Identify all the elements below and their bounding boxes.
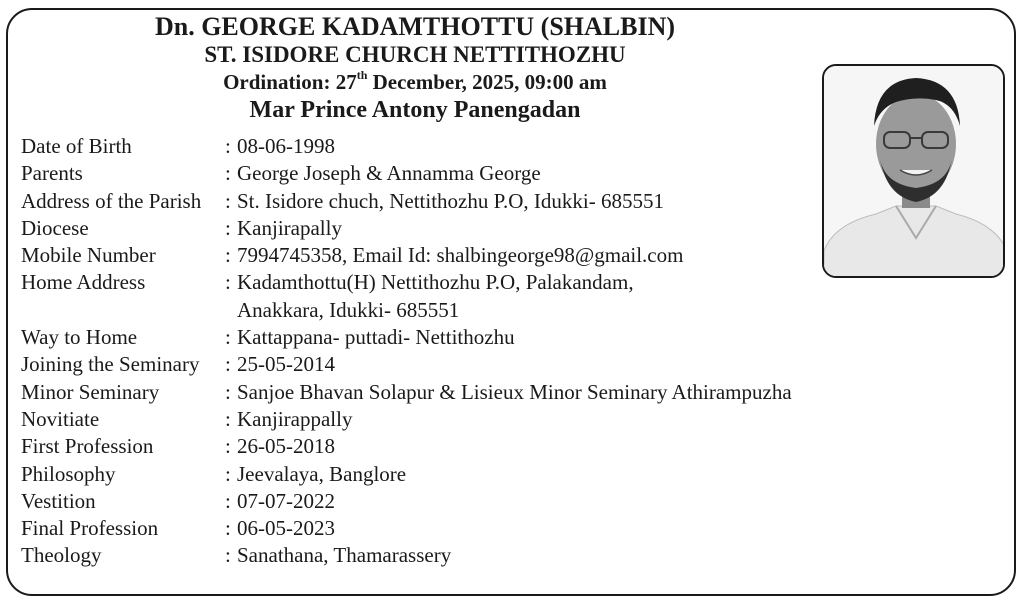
detail-label: Final Profession <box>21 516 159 541</box>
ordination-label: Ordination: 27 <box>223 70 357 94</box>
detail-colon: : <box>225 243 231 268</box>
detail-label: Home Address <box>21 270 146 295</box>
portrait-photo <box>822 64 1005 278</box>
detail-label <box>21 297 225 324</box>
detail-label: Way to Home <box>21 325 138 350</box>
detail-colon <box>225 297 237 324</box>
detail-row-theology <box>21 542 792 569</box>
detail-row-final-profession <box>21 515 792 542</box>
detail-colon: : <box>225 516 231 541</box>
detail-label: Vestition <box>21 488 96 513</box>
ordaining-bishop: Mar Prince Antony Panengadan <box>249 97 581 123</box>
detail-row-first-profession <box>21 433 792 460</box>
ordination-date: December, 2025, 09:00 am <box>367 70 607 94</box>
detail-row-parents <box>21 160 792 187</box>
detail-label: Date of Birth <box>21 134 132 158</box>
detail-row-date-of-birth <box>21 133 792 160</box>
detail-label: Diocese <box>21 215 89 240</box>
details-list <box>21 133 792 570</box>
detail-value: St. Isidore chuch, Nettithozhu P.O, Idukki- 685551 <box>237 188 664 213</box>
detail-colon: : <box>225 543 231 568</box>
detail-value: Kadamthottu(H) Nettithozhu P.O, Palakandam, <box>237 270 634 295</box>
portrait-illustration <box>824 66 1005 278</box>
detail-label: Mobile Number <box>21 243 156 268</box>
detail-value: 26-05-2018 <box>237 434 335 459</box>
detail-row-philosophy <box>21 461 792 488</box>
detail-value: Kanjirapally <box>237 215 342 240</box>
detail-colon: : <box>225 188 231 213</box>
detail-label: Joining the Seminary <box>21 352 200 377</box>
detail-colon: : <box>225 352 231 377</box>
detail-label: Parents <box>21 161 83 186</box>
detail-colon: : <box>225 270 231 295</box>
detail-value: 7994745358, Email Id: shalbingeorge98@gmail.com <box>237 243 684 268</box>
ordination-suffix: th <box>356 68 368 82</box>
detail-value: 25-05-2014 <box>237 352 335 377</box>
detail-value: Kanjirappally <box>237 406 353 431</box>
detail-value: 08-06-1998 <box>237 134 335 158</box>
detail-row-vestition <box>21 488 792 515</box>
detail-colon: : <box>225 461 231 486</box>
detail-colon: : <box>225 215 231 240</box>
detail-value: Kattappana- puttadi- Nettithozhu <box>237 325 515 350</box>
detail-label: Minor Seminary <box>21 379 160 404</box>
candidate-name: Dn. GEORGE KADAMTHOTTU (SHALBIN) <box>154 12 676 41</box>
detail-colon: : <box>225 434 231 459</box>
detail-value: Sanjoe Bhavan Solapur & Lisieux Minor Seminary Athirampuzha <box>237 379 792 404</box>
detail-row-joining-seminary <box>21 351 792 378</box>
detail-row-novitiate <box>21 406 792 433</box>
detail-colon: : <box>225 134 231 158</box>
detail-colon: : <box>225 161 231 186</box>
ordination-line <box>0 70 830 95</box>
detail-value: Anakkara, Idukki- 685551 <box>237 297 460 322</box>
detail-row-parish-address <box>21 188 792 215</box>
detail-row-mobile-email <box>21 242 792 269</box>
detail-colon: : <box>225 406 231 431</box>
detail-colon: : <box>225 379 231 404</box>
detail-value: Jeevalaya, Banglore <box>237 461 407 486</box>
detail-row-home-address-cont <box>21 297 792 324</box>
detail-value: 06-05-2023 <box>237 516 335 541</box>
detail-row-home-address <box>21 269 792 296</box>
detail-label: Philosophy <box>21 461 116 486</box>
detail-row-way-to-home <box>21 324 792 351</box>
detail-value: George Joseph & Annamma George <box>237 161 541 186</box>
detail-row-minor-seminary <box>21 379 792 406</box>
detail-colon: : <box>225 325 231 350</box>
detail-label: First Profession <box>21 434 154 459</box>
detail-value: Sanathana, Thamarassery <box>237 543 452 568</box>
detail-label: Address of the Parish <box>21 188 202 213</box>
detail-row-diocese <box>21 215 792 242</box>
detail-label: Novitiate <box>21 406 100 431</box>
detail-label: Theology <box>21 543 102 568</box>
church-name: ST. ISIDORE CHURCH NETTITHOZHU <box>204 42 626 67</box>
detail-value: 07-07-2022 <box>237 488 335 513</box>
detail-colon: : <box>225 488 231 513</box>
